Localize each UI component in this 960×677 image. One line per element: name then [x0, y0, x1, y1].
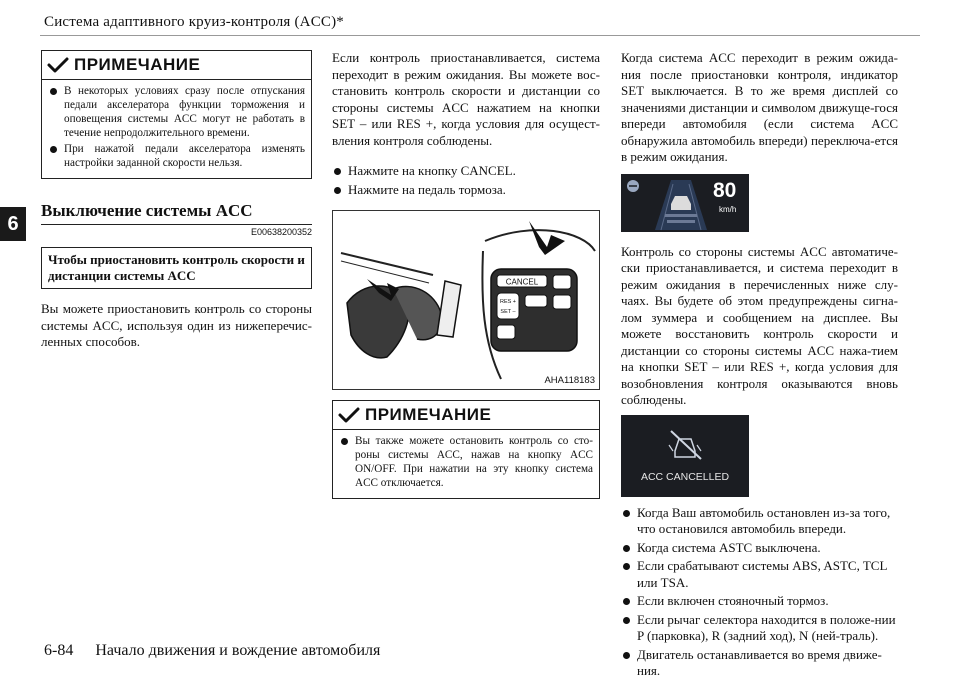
steering-wheel-illustration [333, 211, 599, 389]
res-label: RES + [499, 299, 517, 305]
chapter-tab: 6 [0, 207, 26, 241]
note-box [332, 400, 600, 499]
section-code: E00638200352 [250, 227, 312, 237]
paragraph: Если контроль приостанавливается, система переходит в режим ожидания. Вы можете вос-становить контроль скорости и дистанции со стороны системы ACC нажатием на кнопки SET – или RES +, когда условия для осущест-вления контроля соблюдены. [332, 50, 600, 148]
condition-list [621, 505, 898, 677]
acc-standby-display [621, 174, 749, 232]
note-item: При нажатой педали акселератора изменять настройки заданной скорости нельзя. [48, 142, 305, 170]
subheading-box: Чтобы приостановить контроль скорости и дистанции системы ACC [41, 247, 312, 289]
page-header: Система адаптивного круиз-контроля (ACC)* [44, 14, 344, 30]
action-list [332, 163, 600, 198]
header-divider [40, 35, 920, 36]
column-middle [332, 50, 600, 499]
page-number: 6-84 [44, 642, 74, 659]
figure-code: AHA118183 [544, 375, 595, 386]
page-footer [44, 642, 380, 660]
speed-unit: km/h [719, 204, 737, 214]
list-item: Если рычаг селектора находится в положе-нии P (парковка), R (задний ход), N (ней-траль). [621, 612, 898, 645]
note-title: ПРИМЕЧАНИЕ [365, 405, 492, 424]
section-title: Выключение системы ACC [41, 201, 312, 225]
list-item: Нажмите на педаль тормоза. [332, 182, 600, 199]
list-item: Двигатель останавливается во время движе-ния. [621, 647, 898, 677]
cancel-label: CANCEL [505, 277, 539, 287]
note-check-icon [337, 406, 361, 424]
acc-cancelled-message: ACC CANCELLED [640, 470, 730, 483]
list-item: Если срабатывают системы ABS, ASTC, TCL или TSA. [621, 558, 898, 591]
list-item: Нажмите на кнопку CANCEL. [332, 163, 600, 180]
note-item: В некоторых условиях сразу после отпускания педали акселератора функции торможения и оповещения системы ACC могут не работать в течение непродолжительного времени. [48, 84, 305, 140]
column-left [41, 50, 312, 351]
paragraph: Вы можете приостановить контроль со стороны системы ACC, используя один из нижеперечис-ленных способов. [41, 301, 312, 349]
note-title: ПРИМЕЧАНИЕ [74, 55, 201, 74]
note-box [41, 50, 312, 179]
list-item: Когда Ваш автомобиль остановлен из-за того, что остановился автомобиль впереди. [621, 505, 898, 538]
column-right [621, 50, 898, 677]
paragraph: Контроль со стороны системы ACC автоматиче-ски приостанавливается, и система переходит в режим ожидания в перечисленных ниже слу-чаях. Вы будете об этом предупреждены сигна-лом зуммера и сообщением на дисплее. Вы можете восстановить контроль скорости и дистанции со стороны системы ACC нажа-тием на кнопки SET – или RES +, когда условия для возобновления контроля оказываются вновь соблюдены. [621, 243, 898, 407]
acc-cancelled-display [621, 415, 749, 497]
list-item: Когда система ASTC выключена. [621, 540, 898, 557]
note-body [42, 80, 311, 178]
note-header [42, 51, 311, 80]
footer-section: Начало движения и вождение автомобиля [95, 642, 381, 659]
list-item: Если включен стояночный тормоз. [621, 593, 898, 610]
acc-cancelled-icon [621, 415, 749, 497]
note-body [333, 430, 599, 498]
note-check-icon [46, 56, 70, 74]
speed-value: 80 [713, 178, 737, 202]
paragraph: Когда система ACC переходит в режим ожида-ния после приостановки контроля, индикатор SET выключается. В то же время дисплей со значениями дистанции и символом движуще-гося впереди автомобиля (если система ACC обнаружила автомобиль впереди) переключа-ется в режим ожидания. [621, 50, 898, 164]
steering-wheel-figure [332, 210, 600, 390]
set-label: SET – [500, 309, 516, 315]
note-header [333, 401, 599, 430]
note-item: Вы также можете остановить контроль со сто-роны системы ACC, нажав на кнопку ACC ON/OFF. При нажатии на эту кнопку система ACC отключается. [339, 434, 593, 490]
